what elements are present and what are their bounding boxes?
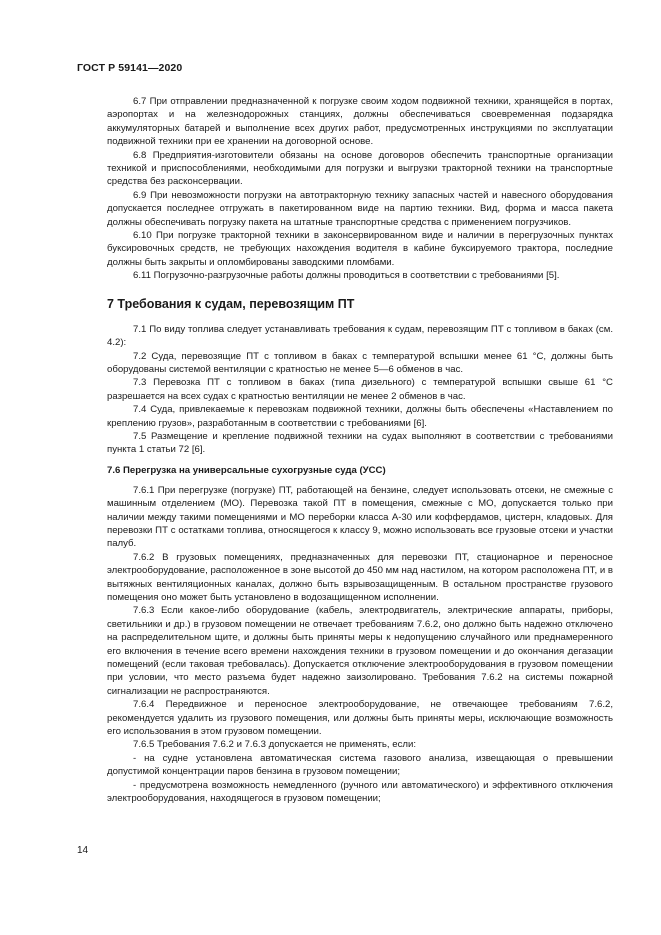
paragraph-7-3: 7.3 Перевозка ПТ с топливом в баках (типа дизельного) с температурой вспышки свыше 61 °С разрешается на всех судах с кратностью вентиляции не менее 2 обменов в час. <box>107 377 613 402</box>
paragraph-6-9: 6.9 При невозможности погрузки на автотракторную технику запасных частей и навесного оборудования допускается последнее отгружать в пакетированном виде на партию техники. Вид, форма и масса пакета должны обеспечивать погрузку пакета на штатные транспортные средства с применением погрузчиков. <box>107 189 613 228</box>
list-item-power-shutdown: - предусмотрена возможность немедленного (ручного или автоматического) и эффективного отключения электрооборудования, находящегося в грузовом помещении; <box>107 779 613 805</box>
paragraph-7-6-2: 7.6.2 В грузовых помещениях, предназначенных для перевозки ПТ, стационарное и переносное электрооборудование, расположенное в зоне высотой до 450 мм над настилом, на котором расположена ПТ, и в вытяжных вентиляционных каналах, должно быть взрывозащищенным. В остальном пространстве грузового помещения оно может быть установлено в водозащищенном исполнении. <box>107 551 613 603</box>
paragraph-6-10: 6.10 При погрузке тракторной техники в законсервированном виде и наличии в перегрузочных пунктах буксировочных средств, не требующих нахождения водителя в кабине буксируемого трактора, последние должны быть закрыты и опломбированы заводскими пломбами. <box>107 230 613 268</box>
paragraph-7-2: 7.2 Суда, перевозящие ПТ с топливом в баках с температурой вспышки менее 61 °С, должны быть оборудованы системой вентиляции с кратностью не менее 5—6 обменов в час. <box>107 350 613 375</box>
paragraph-7-6-1: 7.6.1 При перегрузке (погрузке) ПТ, работающей на бензине, следует использовать отсеки, не смежные с машинным отделением (МО). Перевозка такой ПТ в помещения, смежные с МО, допускается только при наличии между такими помещениями и МО переборки класса А-30 или коффердамов, цистерн, кладовых. Для перевозки ПТ с остатками топлива, относящегося к классу 9, можно использовать все грузовые отсеки и участки палуб. <box>107 484 613 550</box>
paragraph-7-6-4: 7.6.4 Передвижное и переносное электрооборудование, не отвечающее требованиям 7.6.2, рекомендуется удалить из грузового помещения, или должны быть приняты меры, исключающие возможность его использования в этом грузовом помещении. <box>107 699 613 738</box>
paragraph-7-6-5: 7.6.5 Требования 7.6.2 и 7.6.3 допускается не применять, если: <box>133 739 417 751</box>
paragraph-7-5: 7.5 Размещение и крепление подвижной техники на судах выполняют в соответствии с требованиями пункта 1 статьи 72 [6]. <box>107 430 613 456</box>
paragraph-6-11: 6.11 Погрузочно-разгрузочные работы должны проводиться в соответствии с требованиями [5]. <box>133 270 560 282</box>
document-header: ГОСТ Р 59141—2020 <box>77 62 183 74</box>
page-number: 14 <box>77 845 89 856</box>
paragraph-7-6-3: 7.6.3 Если какое-либо оборудование (кабель, электродвигатель, электрические аппараты, приборы, светильники и др.) в грузовом помещении не отвечает требованиям 7.6.2, оно должно быть надежно отключено на распределительном щите, и должны быть приняты меры к недопущению случайного или преднамеренного его включения в течение всего времени нахождения техники в грузовом помещении и до окончания дегазации помещений (если таковая требовалась). Допускается отключение электрооборудования в грузовом помещении при условии, что место разъема будет надежно заизолировано. Требования 7.6.2 на системы пожарной сигнализации не распространяются. <box>107 605 613 697</box>
list-item-gas-analysis: - на судне установлена автоматическая система газового анализа, извещающая о превышении допустимой концентрации паров бензина в грузовом помещении; <box>107 752 613 778</box>
section-7-heading: 7 Требования к судам, перевозящим ПТ <box>107 296 355 311</box>
page-body <box>107 95 613 806</box>
paragraph-6-8: 6.8 Предприятия-изготовители обязаны на основе договоров обеспечить транспортные организации техникой и приспособлениями, необходимыми для погрузки и выгрузки тракторной техники на транспортные средства без расконсервации. <box>107 149 613 188</box>
section-7-6-heading: 7.6 Перегрузка на универсальные сухогрузные суда (УСС) <box>107 464 386 476</box>
paragraph-6-7: 6.7 При отправлении предназначенной к погрузке своим ходом подвижной техники, хранящейся в портах, аэропортах и на железнодорожных станциях, должны обеспечиваться своевременная подзарядка аккумуляторных батарей и выполнение всех других работ, предусмотренных инструкциями по эксплуатации подвижной техники при ее хранении на договорной основе. <box>107 96 613 148</box>
paragraph-7-1: 7.1 По виду топлива следует устанавливать требования к судам, перевозящим ПТ с топливом в баках (см. 4.2): <box>107 323 613 349</box>
paragraph-7-4: 7.4 Суда, привлекаемые к перевозкам подвижной техники, должны быть обеспечены «Наставлением по креплению грузов», разработанным в соответствии с требованиями [6]. <box>107 404 613 429</box>
